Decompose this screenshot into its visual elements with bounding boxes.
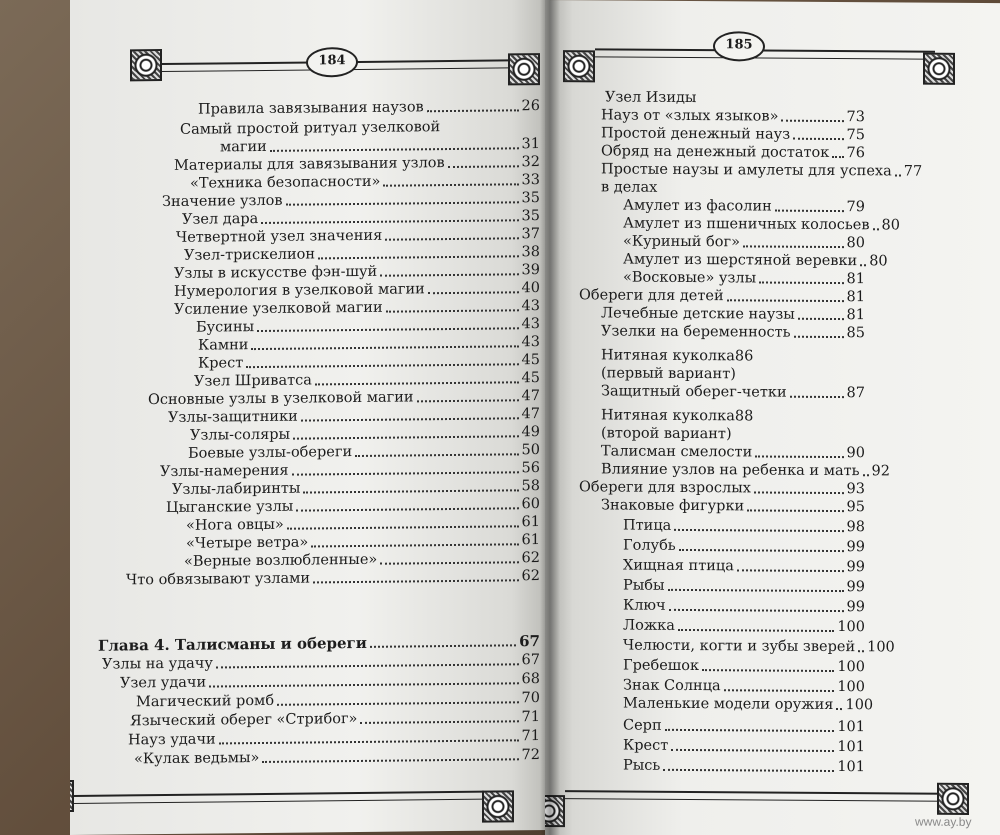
left-toc-entry-title: Самый простой ритуал узелковой [180, 119, 441, 138]
right-toc-entry-title: Знак Солнца [623, 677, 721, 695]
right-toc-entry-title: Маленькие модели оружия [623, 695, 834, 714]
left-toc-entry-leader [270, 147, 519, 152]
right-toc-entry [601, 322, 865, 342]
left-toc-entry-page: 71 [521, 728, 540, 745]
left-toc-entry-page: 43 [521, 316, 540, 333]
left-toc-entry-title: Узлы-намерения [160, 462, 289, 481]
left-toc-entry-title: Языческий оберег «Стрибог» [130, 710, 358, 730]
right-toc-entry [623, 251, 888, 271]
left-toc-entry-page: 47 [521, 388, 540, 405]
left-toc-entry-leader [380, 561, 518, 564]
right-toc-entry-title: Хищная птица [623, 557, 734, 575]
right-toc-entry-title: Узелки на беременность [601, 323, 791, 341]
right-toc-entry-leader [793, 138, 843, 140]
right-toc-entry-leader [873, 228, 879, 230]
left-toc-entry-leader [301, 417, 519, 421]
right-toc-entry-leader [702, 669, 834, 672]
ornament-bottom-right [482, 790, 514, 822]
left-toc-entry-leader [261, 219, 518, 224]
left-toc-entry-page: 62 [521, 568, 540, 585]
right-toc-entry-page: 101 [837, 719, 865, 736]
right-toc-entry-page: 99 [846, 599, 865, 616]
right-toc-entry [601, 124, 865, 144]
right-toc-entry-leader [781, 120, 843, 122]
footer-rule-right [565, 790, 945, 802]
ornament-top-right [508, 53, 540, 85]
left-toc-entry-title: Узлы-защитники [168, 408, 298, 426]
left-toc-entry-leader [296, 507, 518, 511]
left-toc-entry-page: 49 [521, 424, 540, 441]
left-toc-entry-title: Крест [198, 355, 244, 372]
right-toc-entry-leader [737, 569, 844, 572]
right-toc-entry [623, 677, 865, 697]
left-toc-entry-leader [219, 739, 519, 744]
left-toc-entry-title: Узлы в искусстве фэн-шуй [174, 263, 378, 282]
right-toc-entry [601, 304, 865, 324]
left-toc-entry-title: Усиление узелковой магии [174, 299, 383, 318]
left-toc-entry-title: Глава 4. Талисманы и обереги [98, 633, 367, 655]
right-toc-entry-leader [743, 245, 844, 248]
left-toc-entry-leader [355, 453, 518, 457]
right-toc-entry [601, 442, 865, 462]
right-toc-entry-leader [836, 708, 842, 710]
left-toc-entry-page: 40 [521, 280, 540, 297]
footer-rule-left [74, 791, 484, 804]
right-toc-entry [601, 406, 753, 425]
left-toc-entry-title: «Четыре ветра» [186, 534, 309, 552]
right-toc-entry-page: 98 [846, 519, 865, 536]
book-gutter [540, 0, 560, 835]
left-toc-entry-page: 43 [521, 298, 540, 315]
right-toc-entry-title: Рыбы [623, 577, 665, 594]
left-toc-entry-page: 60 [521, 496, 540, 513]
left-toc-entry-page: 37 [521, 226, 540, 243]
right-toc-entry [601, 460, 890, 480]
right-toc-entry-title: Влияние узлов на ребенка и мать [601, 461, 860, 480]
right-toc-entry [601, 106, 865, 126]
right-toc-entry-title: Узел Изиды [605, 89, 697, 107]
right-toc-entry [623, 717, 865, 737]
ornament-bottom-right-right-page [937, 783, 969, 815]
right-toc-entry-page: 77 [903, 163, 923, 180]
left-toc-entry-page: 58 [521, 478, 540, 495]
right-toc-entry-title: Амулет из пшеничных колосьев [623, 215, 870, 234]
right-toc-entry-page: 92 [871, 463, 890, 480]
left-toc-entry-leader [277, 701, 518, 706]
right-toc-entry-page: 100 [837, 619, 865, 636]
left-toc-entry-title: Четвертной узел значения [176, 227, 383, 246]
ornament-top-left-right-page [563, 50, 595, 82]
left-toc-entry-leader [257, 327, 518, 332]
right-toc-entry-page: 86 [734, 348, 754, 365]
right-toc-entry-page: 73 [846, 109, 865, 126]
left-toc-entry-title: Узлы-соляры [190, 426, 291, 444]
right-toc-entry-title: Защитный оберег-четки [601, 383, 787, 401]
right-toc-entry-title: Амулет из фасолин [623, 197, 772, 215]
right-toc-entry-page: 100 [867, 639, 895, 656]
right-toc-entry-leader [860, 264, 866, 266]
right-toc-entry [623, 617, 865, 637]
right-toc-entry-leader [858, 650, 864, 652]
left-toc-entry-leader [286, 201, 519, 205]
left-toc-entry [126, 567, 540, 589]
left-toc-entry-leader [313, 579, 518, 583]
left-page [70, 0, 550, 835]
left-toc-entry-title: Что обвязывают узлами [126, 570, 311, 589]
right-toc-entry [601, 160, 923, 180]
left-toc-entry-title: Узел удачи [120, 674, 207, 692]
right-toc-entry-title: Простые наузы и амулеты для успеха [601, 161, 892, 180]
right-toc-entry-leader [775, 210, 844, 212]
left-toc-entry-leader [448, 165, 519, 168]
right-toc-entry-title: Обереги для детей [579, 287, 724, 305]
right-toc-entry [623, 517, 865, 537]
right-toc-entry-leader [674, 529, 843, 532]
left-toc-entry-leader [216, 663, 519, 668]
left-toc-entry-title: Камни [198, 337, 249, 354]
left-toc-entry-leader [311, 543, 518, 547]
left-toc-entry-leader [360, 720, 518, 724]
left-toc-entry-title: Магический ромб [136, 692, 275, 711]
right-toc-entry-leader [895, 174, 901, 176]
page-number-left: 184 [306, 47, 358, 78]
left-toc-entry-leader [262, 758, 518, 763]
right-toc-entry-leader [754, 491, 844, 494]
left-toc-entry-page: 38 [521, 244, 540, 261]
left-toc-entry [198, 97, 540, 119]
left-toc-entry-title: «Техника безопасности» [190, 173, 381, 192]
left-toc-entry-page: 31 [521, 136, 540, 153]
right-toc-entry-leader [863, 474, 869, 476]
left-toc-entry-leader [251, 345, 518, 350]
left-toc-entry-page: 67 [519, 632, 540, 651]
left-toc-entry-page: 39 [521, 262, 540, 279]
right-toc-entry-page: 85 [846, 325, 865, 342]
right-toc-entry-leader [794, 336, 844, 338]
left-toc-entry-leader [287, 525, 519, 529]
right-toc-entry-page: 80 [869, 253, 888, 270]
right-toc-entry-leader [755, 455, 843, 458]
left-toc-entry-leader [428, 291, 519, 294]
watermark: www.ay.by [915, 814, 972, 829]
left-toc-entry-leader [383, 183, 518, 186]
right-toc-entry-title: «Восковые» узлы [623, 269, 757, 287]
right-toc-entry-title: Простой денежный науз [601, 125, 791, 143]
right-toc-entry-page: 81 [846, 271, 865, 288]
right-toc-entry-title: (первый вариант) [601, 365, 736, 383]
right-toc-entry-leader [668, 589, 844, 592]
right-toc-entry [601, 364, 736, 383]
right-page [545, 0, 1000, 835]
left-toc-entry-leader [370, 644, 516, 648]
left-toc-entry-title: «Верные возлюбленные» [184, 551, 378, 570]
right-toc-entry-title: Гребешок [623, 657, 700, 675]
left-toc-entry-title: Узел-трискелион [184, 246, 316, 264]
right-toc-entry-leader [663, 769, 834, 772]
left-toc-entry-page: 72 [521, 747, 540, 764]
right-toc-entry-title: Челюсти, когти и зубы зверей [623, 637, 856, 656]
left-toc-entry-page: 32 [521, 154, 540, 171]
left-toc-entry-page: 61 [521, 514, 540, 531]
right-toc-entry-leader [798, 318, 844, 320]
right-toc-entry [579, 478, 865, 498]
left-toc-entry-page: 43 [521, 334, 540, 351]
left-toc-entry-title: Боевые узлы-обереги [188, 444, 353, 462]
right-toc-entry-page: 81 [846, 289, 865, 306]
right-toc-entry [601, 496, 865, 516]
right-toc-entry-page: 87 [846, 385, 865, 402]
left-toc-entry-title: Узел Шриватса [194, 372, 312, 390]
right-toc-entry-page: 80 [846, 235, 865, 252]
right-toc-entry [601, 346, 753, 365]
right-toc-entry-leader [678, 629, 834, 632]
left-toc-entry-page: 35 [521, 190, 540, 207]
right-toc-entry-leader [671, 749, 834, 752]
left-toc-entry-title: «Нога овцы» [186, 516, 284, 534]
right-toc-entry-page: 100 [837, 679, 865, 696]
ornament-top-right-right-page [923, 53, 955, 85]
left-toc-entry-leader [315, 381, 519, 385]
right-toc-entry [623, 233, 865, 253]
right-toc-entry-page: 95 [846, 499, 865, 516]
right-toc-entry-title: Крест [623, 737, 669, 754]
left-toc-entry-title: Основные узлы в узелковой магии [148, 389, 414, 409]
left-toc-entry-title: Науз удачи [128, 731, 216, 749]
left-toc-entry-leader [385, 237, 518, 240]
right-toc-entry-page: 99 [846, 579, 865, 596]
right-toc-entry [623, 197, 865, 217]
right-toc-entry-page: 79 [846, 199, 865, 216]
left-toc-entry-leader [303, 489, 518, 493]
page-number-right: 185 [713, 31, 765, 61]
left-toc-entry-page: 45 [521, 370, 540, 387]
right-toc-entry-leader [669, 609, 844, 612]
left-toc-entry-page: 70 [521, 690, 540, 707]
right-toc-entry-page: 76 [846, 145, 865, 162]
right-toc-entry-page: 100 [845, 697, 874, 714]
left-toc-entry-page: 71 [521, 709, 540, 726]
right-toc-entry [623, 695, 874, 715]
right-toc-entry-title: (второй вариант) [601, 425, 732, 443]
right-toc-entry-leader [679, 549, 844, 552]
right-toc-entry-page: 75 [846, 127, 865, 144]
right-toc-entry [623, 577, 865, 597]
left-toc-entry-title: Нумерология в узелковой магии [174, 281, 425, 300]
right-toc-entry-title: Голубь [623, 537, 676, 554]
header-rule-right [595, 48, 935, 59]
right-toc-entry [601, 142, 865, 162]
left-toc-entry-leader [386, 309, 519, 312]
left-toc-entry-title: Бусины [196, 319, 255, 336]
right-toc-entry-title: Знаковые фигурки [601, 497, 745, 515]
right-toc-entry-page: 90 [846, 445, 865, 462]
right-toc-entry-leader [727, 299, 844, 302]
right-toc-entry-title: Науз от «злых языков» [601, 107, 779, 125]
right-toc-entry-page: 99 [846, 539, 865, 556]
right-toc-entry [623, 657, 865, 677]
right-toc-entry-leader [832, 156, 843, 158]
right-toc-entry-page: 100 [837, 659, 865, 676]
right-toc-entry-page: 99 [846, 559, 865, 576]
right-toc-entry-title: Обряд на денежный достаток [601, 143, 830, 161]
left-toc-entry-page: 68 [521, 671, 540, 688]
left-toc-entry-title: Узлы на удачу [102, 655, 213, 673]
left-toc-entry-leader [427, 109, 519, 112]
left-toc-entry-title: Значение узлов [162, 192, 283, 211]
right-toc-entry-title: Птица [623, 517, 672, 534]
left-toc-entry-title: магии [220, 138, 267, 156]
left-toc-entry-title: Правила завязывания наузов [198, 99, 424, 118]
right-toc-entry-title: Обереги для взрослых [579, 479, 751, 497]
left-toc-entry-leader [417, 399, 519, 402]
left-toc-entry-title: Цыганские узлы [166, 498, 294, 516]
right-toc-entry [623, 215, 900, 235]
left-toc-entry-page: 26 [521, 98, 540, 115]
left-toc-entry-title: Узел дара [182, 211, 259, 228]
right-toc-entry-title: Ложка [623, 617, 675, 634]
left-toc-entry-page: 67 [521, 652, 540, 669]
left-toc-entry-title: «Кулак ведьмы» [134, 750, 260, 768]
left-toc-entry-leader [380, 273, 518, 276]
right-toc-entry [601, 424, 732, 443]
right-toc-entry-title: Рысь [623, 757, 661, 774]
left-toc-entry-leader [293, 435, 518, 439]
left-toc-entry-page: 47 [521, 406, 540, 423]
right-toc-entry [601, 178, 657, 196]
left-toc-entry-page: 35 [521, 208, 540, 225]
right-toc-entry-page: 101 [837, 739, 865, 756]
right-toc-entry [623, 537, 865, 557]
right-toc-entry [623, 637, 895, 657]
left-toc-entry-leader [292, 471, 519, 475]
right-toc-entry-page: 93 [846, 481, 865, 498]
right-toc-entry-title: Ключ [623, 597, 666, 614]
right-toc-entry-title: Талисман смелости [601, 443, 753, 461]
right-toc-entry-leader [759, 281, 843, 284]
right-toc-entry-leader [724, 689, 835, 692]
right-toc-entry-page: 101 [837, 759, 865, 776]
left-toc-entry-page: 45 [521, 352, 540, 369]
right-toc-entry-page: 81 [846, 307, 865, 324]
right-toc-entry-title: Нитяная куколка [601, 347, 735, 365]
left-toc-entry-page: 61 [521, 532, 540, 549]
right-toc-entry [623, 557, 865, 577]
left-toc-entry-title: Узлы-лабиринты [172, 480, 301, 498]
ornament-top-left [130, 49, 162, 81]
right-toc-entry-title: Серп [623, 717, 662, 734]
left-toc-entry [134, 746, 540, 768]
right-toc-entry [623, 757, 865, 777]
right-toc-entry-title: Амулет из шерстяной веревки [623, 251, 858, 270]
right-toc-entry-leader [790, 396, 844, 398]
right-toc-entry [579, 286, 865, 306]
left-toc-entry-page: 50 [521, 442, 540, 459]
left-toc-entry-leader [209, 682, 518, 687]
right-toc-entry-leader [665, 729, 835, 732]
right-toc-entry-title: Нитяная куколка [601, 407, 735, 425]
right-toc-entry [623, 597, 865, 617]
left-toc-entry-leader [246, 363, 518, 368]
left-toc-entry-title: Материалы для завязывания узлов [174, 155, 445, 174]
right-toc-entry-leader [747, 509, 843, 512]
right-toc-entry-page: 88 [734, 408, 754, 425]
right-toc-entry [623, 269, 865, 289]
right-toc-entry [623, 737, 865, 757]
right-toc-entry [605, 88, 696, 107]
right-toc-entry-title: Лечебные детские наузы [601, 305, 795, 323]
right-toc-entry-page: 80 [881, 217, 900, 234]
left-toc-entry-leader [318, 255, 518, 259]
left-toc-entry-page: 33 [521, 172, 540, 189]
left-toc-entry-page: 62 [521, 550, 540, 567]
left-toc-entry-page: 56 [521, 460, 540, 477]
right-toc-entry-title: «Куриный бог» [623, 233, 740, 251]
right-toc-entry [601, 382, 865, 402]
right-toc-entry-title: в делах [601, 179, 658, 196]
